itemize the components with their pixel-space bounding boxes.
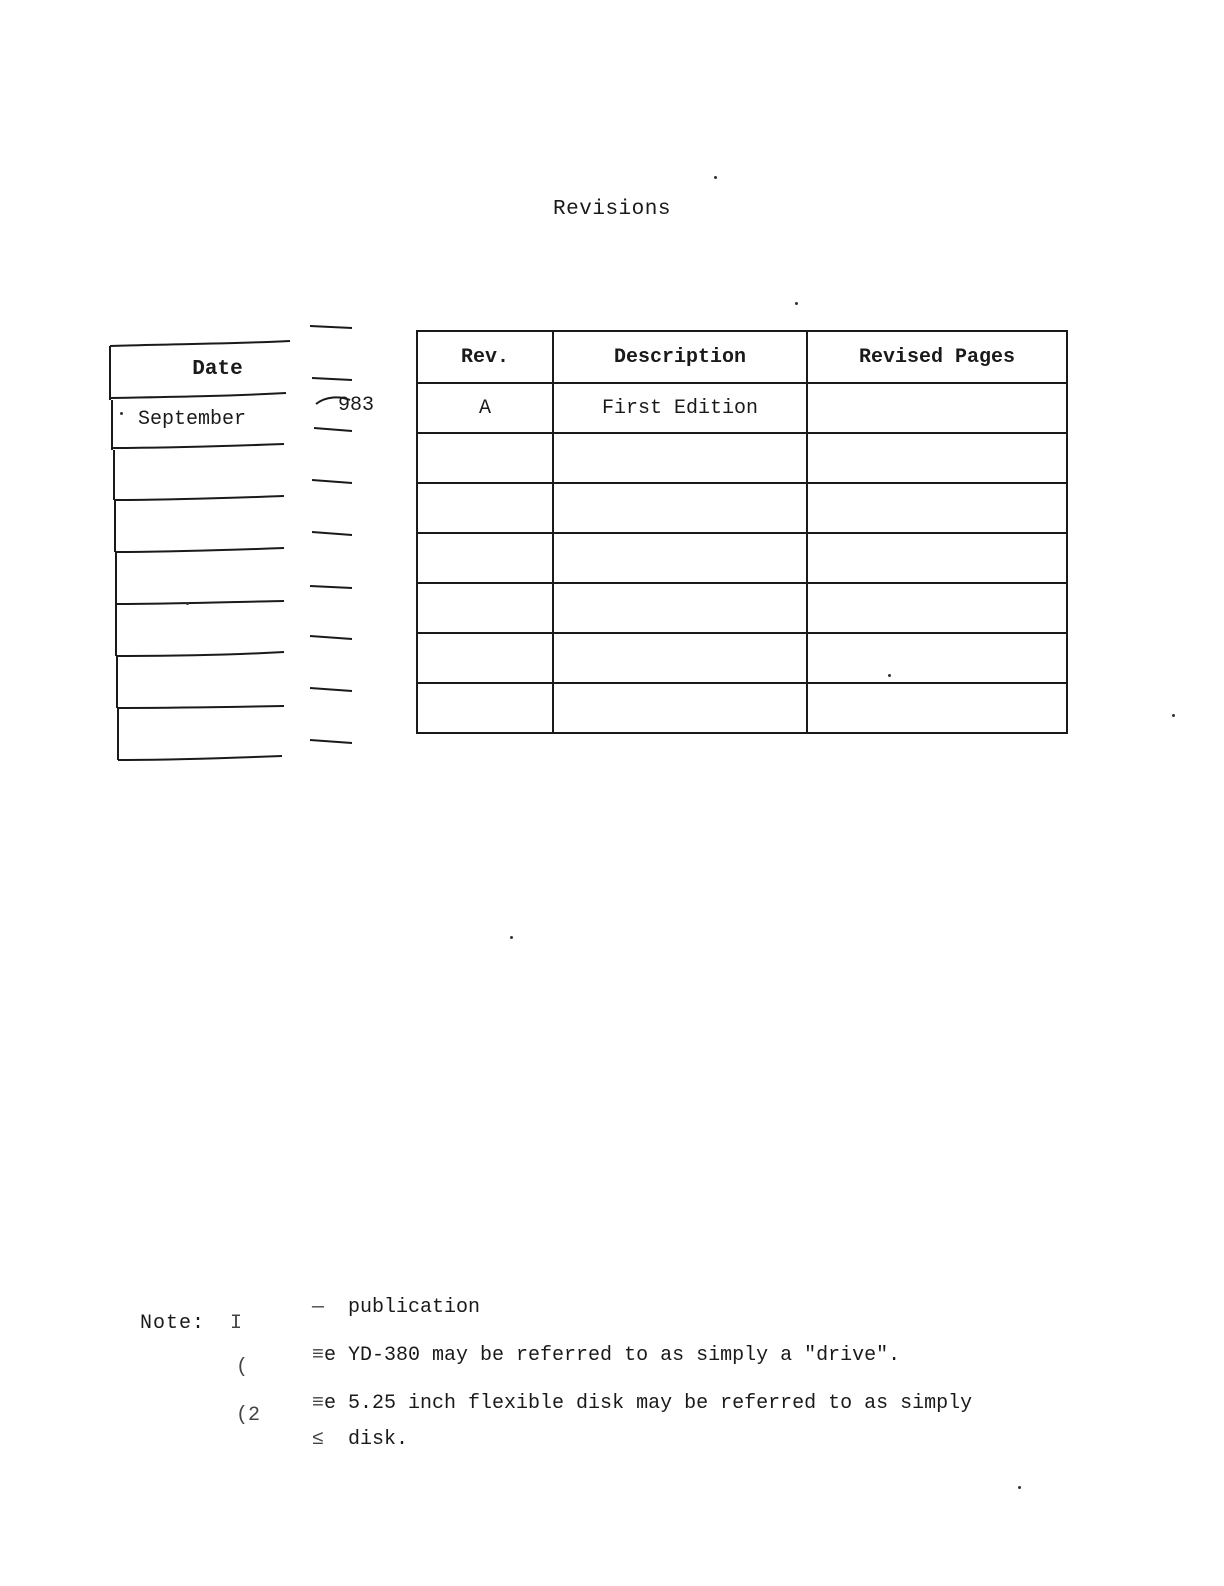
revised-pages-cell bbox=[807, 583, 1067, 633]
table-row bbox=[316, 583, 1067, 633]
note-item-1-number: ( bbox=[236, 1356, 249, 1379]
revised-pages-cell bbox=[807, 683, 1067, 733]
table-header-spacer bbox=[316, 331, 417, 383]
rev-cell: A bbox=[417, 383, 553, 433]
table-cell-spacer bbox=[316, 533, 417, 583]
date-year-fragment: 983 bbox=[338, 394, 375, 417]
scan-speck bbox=[888, 674, 891, 677]
table-row bbox=[316, 683, 1067, 733]
scan-speck bbox=[120, 412, 123, 415]
revised-pages-column-header: Revised Pages bbox=[807, 331, 1067, 383]
description-cell bbox=[553, 583, 807, 633]
revised-pages-cell bbox=[807, 433, 1067, 483]
note-item-2-number: (2 bbox=[236, 1404, 261, 1427]
date-column-frame bbox=[110, 340, 290, 762]
table-row bbox=[316, 433, 1067, 483]
table-header-row bbox=[316, 331, 1067, 383]
table-cell-spacer bbox=[316, 383, 417, 433]
rev-column-header: Rev. bbox=[417, 331, 553, 383]
smudge-mark: ≤ bbox=[312, 1428, 349, 1451]
revisions-table bbox=[316, 330, 1068, 734]
scan-speck bbox=[714, 176, 717, 179]
description-cell bbox=[553, 683, 807, 733]
description-cell: First Edition bbox=[553, 383, 807, 433]
smudge-mark: ≡ bbox=[312, 1392, 325, 1415]
note-item-2-text: e 5.25 inch flexible disk may be referred to as simply bbox=[324, 1392, 973, 1415]
table-cell-spacer bbox=[316, 633, 417, 683]
note-section bbox=[140, 1294, 1080, 1464]
note-item-2-continuation bbox=[312, 1428, 408, 1451]
rev-cell bbox=[417, 483, 553, 533]
revised-pages-cell bbox=[807, 533, 1067, 583]
rev-cell bbox=[417, 683, 553, 733]
note-intro bbox=[312, 1296, 480, 1319]
description-cell bbox=[553, 533, 807, 583]
description-column-header: Description bbox=[553, 331, 807, 383]
table-row bbox=[316, 483, 1067, 533]
description-cell bbox=[553, 633, 807, 683]
note-item-2 bbox=[312, 1392, 972, 1415]
table-cell-spacer bbox=[316, 433, 417, 483]
scan-speck bbox=[510, 936, 513, 939]
note-intro-text: publication bbox=[348, 1296, 481, 1319]
note-label: Note: bbox=[140, 1312, 206, 1335]
rev-cell bbox=[417, 533, 553, 583]
scan-speck bbox=[1172, 714, 1175, 717]
scan-speck bbox=[1018, 1486, 1021, 1489]
description-cell bbox=[553, 483, 807, 533]
table-cell-spacer bbox=[316, 683, 417, 733]
note-label-fragment: I bbox=[230, 1312, 243, 1335]
note-item-1 bbox=[312, 1344, 900, 1367]
note-item-1-text: e YD-380 may be referred to as simply a "drive". bbox=[324, 1344, 901, 1367]
revised-pages-cell bbox=[807, 483, 1067, 533]
revised-pages-cell bbox=[807, 633, 1067, 683]
table-row bbox=[316, 633, 1067, 683]
rev-cell bbox=[417, 583, 553, 633]
rev-cell bbox=[417, 433, 553, 483]
revised-pages-cell bbox=[807, 383, 1067, 433]
note-item-2-continuation-text: disk. bbox=[348, 1428, 409, 1451]
smudge-mark: ≡ bbox=[312, 1344, 325, 1367]
table-row bbox=[316, 533, 1067, 583]
date-column-header: Date bbox=[192, 358, 243, 381]
page-title: Revisions bbox=[553, 198, 671, 221]
scan-speck bbox=[186, 602, 189, 605]
table-row bbox=[316, 383, 1067, 433]
scan-speck bbox=[795, 302, 798, 305]
table-cell-spacer bbox=[316, 583, 417, 633]
date-column-lines bbox=[110, 340, 300, 770]
rev-cell bbox=[417, 633, 553, 683]
description-cell bbox=[553, 433, 807, 483]
smudge-mark: — bbox=[312, 1296, 349, 1319]
table-cell-spacer bbox=[316, 483, 417, 533]
date-cell-row-1: September bbox=[138, 408, 247, 431]
